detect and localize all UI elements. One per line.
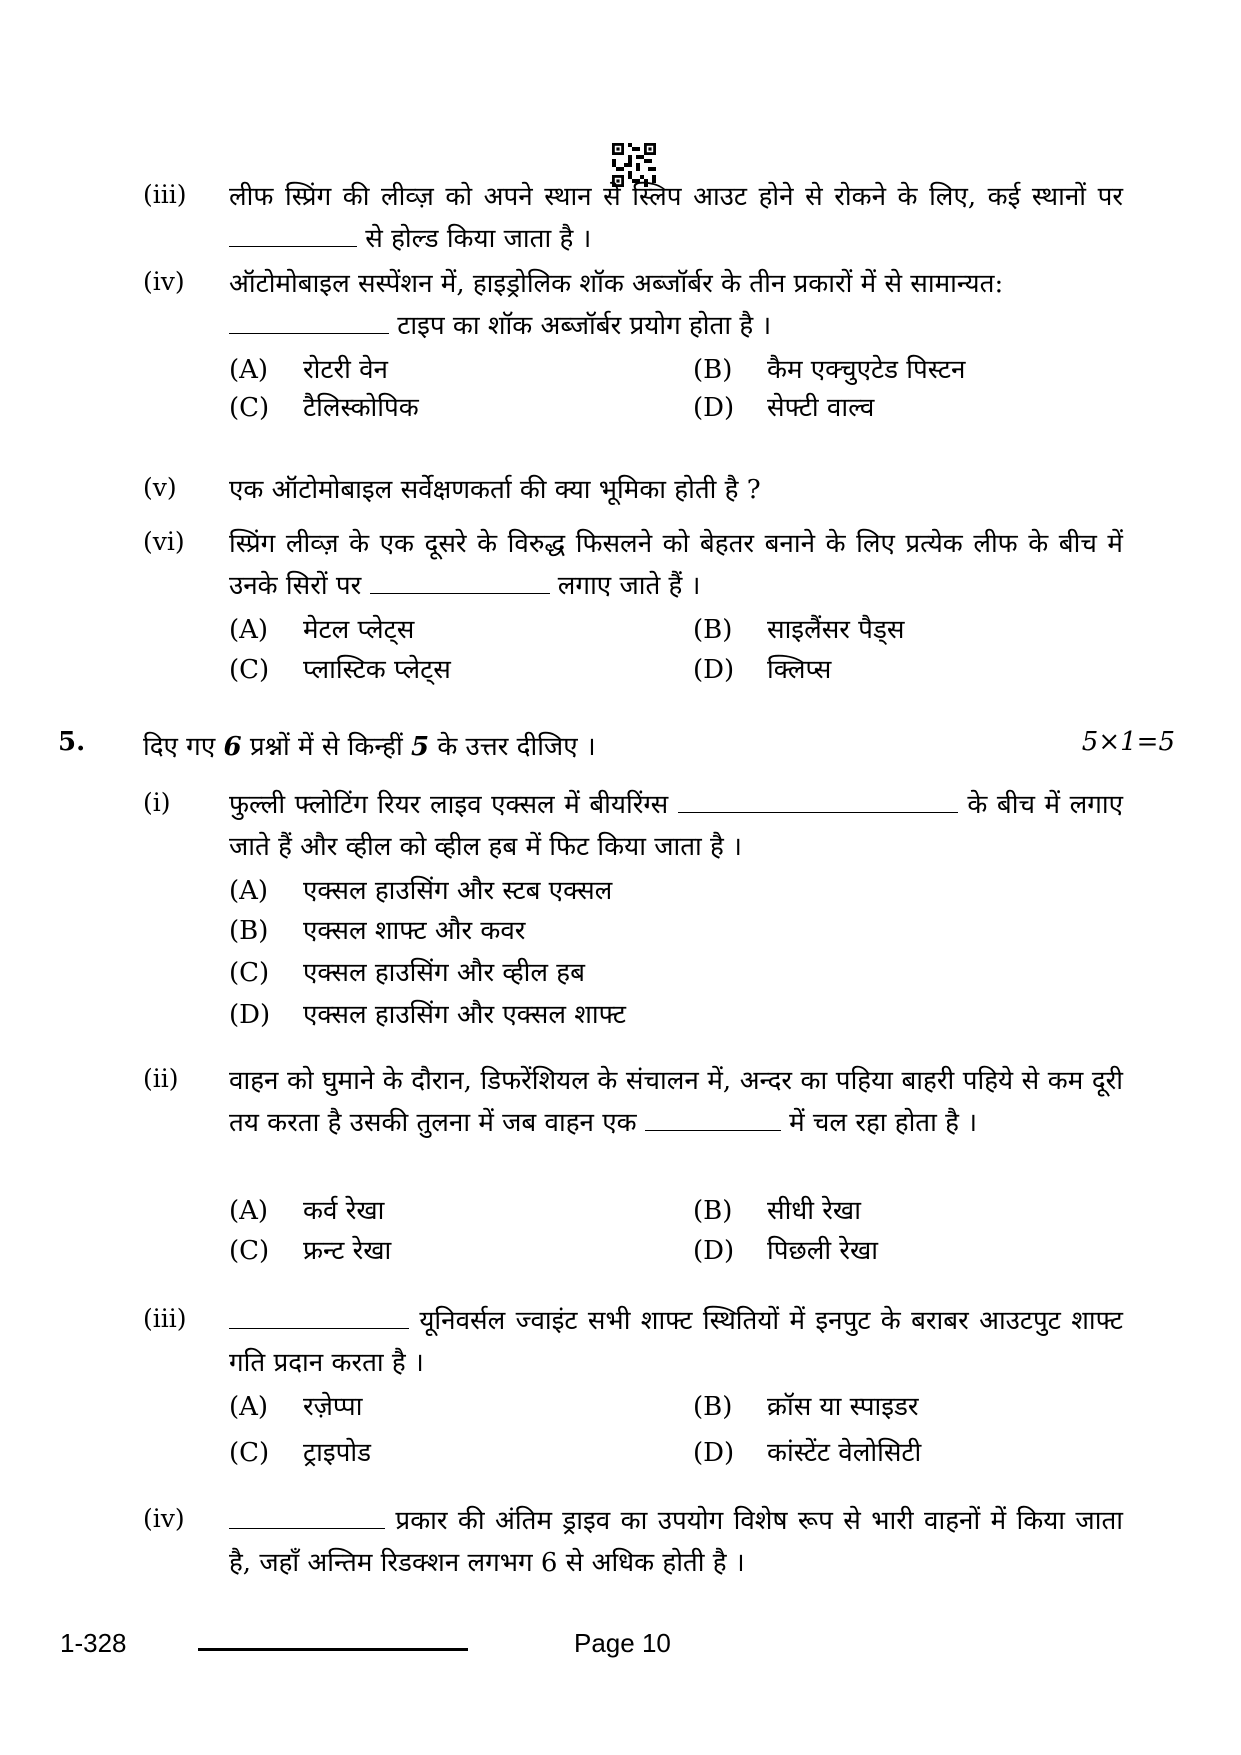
option-b: (B) कैम एक्चुएटेड पिस्टन bbox=[693, 355, 966, 385]
marks-label: 5×1=5 bbox=[1081, 727, 1175, 757]
question-text: वाहन को घुमाने के दौरान, डिफरेंशियल के संचालन में, अन्दर का पहिया बाहरी पहिये से कम दूरी तय करता है उसकी तुलना में जब वाहन एक में चल रहा होता है । bbox=[229, 1066, 1123, 1138]
option-d: (D) क्लिप्स bbox=[693, 655, 832, 685]
option-a: (A) मेटल प्लेट्स bbox=[229, 615, 415, 645]
option-b: (B) एक्सल शाफ्ट और कवर bbox=[229, 916, 526, 946]
footer-divider bbox=[198, 1648, 468, 1651]
question-number: (vi) bbox=[143, 527, 185, 556]
option-b: (B) सीधी रेखा bbox=[693, 1196, 861, 1226]
answer-blank bbox=[370, 567, 550, 594]
question-text: प्रकार की अंतिम ड्राइव का उपयोग विशेष रूप से भारी वाहनों में किया जाता है, जहाँ अन्तिम रिडक्शन लगभग 6 से अधिक होती है । bbox=[229, 1500, 1123, 1584]
option-c: (C) टैलिस्कोपिक bbox=[229, 393, 419, 423]
exam-page: (iii) लीफ स्प्रिंग की लीव्ज़ को अपने स्थान से स्लिप आउट होने से रोकने के लिए, कई स्थानों पर से होल्ड किया जाता है । (iv) ऑटोमोबाइल सस्पेंशन में, हाइड्रोलिक शॉक अब्जॉर्बर के तीन प्रकारों में से सामान्यत: टाइप का शॉक अब्जॉर्बर प्रयोग होता है । (A) रोटरी वेन (B) कैम एक्चुएटेड पिस्टन (C) टैलिस्कोपिक (D) सेफ्टी वाल्व (v) एक ऑटोमोबाइल सर्वेक्षणकर्ता की क्या भूमिका होती है ? (vi) स्प्रिंग लीव्ज़ के एक दूसरे के विरुद्ध फिसलने को बेहतर बनाने के लिए प्रत्येक लीफ के बीच में उनके सिरों पर लगाए जाते हैं । (A) मेटल प्लेट्स (B) साइलैंसर पैड्स (C) प्लास्टिक प्लेट्स (D) क्लिप्स 5. दिए गए 6 प्रश्नों में से किन्हीं 5 के उत्तर दीजिए । 5×1=5 (i) फुल्ली फ्लोटिंग रियर लाइव एक्सल में बीयरिंग्स के बीच में लगाए जाते हैं और व्हील को व्हील हब में फिट किया जाता है । (A) एक्सल हाउसिंग और स्टब एक्सल (B) एक्सल शाफ्ट और कवर (C) एक्सल हाउसिंग और व्हील हब (D) एक्सल हाउसिंग और एक्सल शाफ्ट (ii) वाहन को घुमाने के दौरान, डिफरेंशियल के संचालन में, अन्दर का पहिया बाहरी पहिये से कम दूरी तय करता है उसकी तुलना में जब वाहन एक में चल रहा होता है । (A) कर्व रेखा (B) सीधी रेखा (C) फ्रन्ट रेखा (D) पिछली रेखा (iii) यूनिवर्सल ज्वाइंट सभी शाफ्ट स्थितियों में इनपुट के बराबर आउटपुट शाफ्ट गति प्रदान करता है । (A) रज़ेप्पा (B) क्रॉस या स्पाइडर (C) ट्राइपोड (D) कांस्टेंट वेलोसिटी (iv) प्रकार की अंतिम ड्राइव का उपयोग विशेष रूप से भारी वाहनों में किया जाता है, जहाँ अन्तिम रिडक्शन लगभग 6 से अधिक होती है । 1-328 Page 10 bbox=[0, 0, 1241, 1755]
paper-code: 1-328 bbox=[60, 1628, 127, 1658]
option-d: (D) सेफ्टी वाल्व bbox=[693, 393, 875, 423]
answer-blank bbox=[645, 1104, 781, 1131]
question-number: (v) bbox=[143, 473, 177, 502]
question-text: लीफ स्प्रिंग की लीव्ज़ को अपने स्थान से स्लिप आउट होने से रोकने के लिए, कई स्थानों पर से होल्ड किया जाता है । bbox=[229, 182, 1123, 254]
question-text: एक ऑटोमोबाइल सर्वेक्षणकर्ता की क्या भूमिका होती है ? bbox=[229, 475, 761, 505]
option-c: (C) फ्रन्ट रेखा bbox=[229, 1236, 392, 1266]
question-number: (iii) bbox=[143, 180, 187, 209]
page-number: Page 10 bbox=[574, 1628, 671, 1658]
question-text: स्प्रिंग लीव्ज़ के एक दूसरे के विरुद्ध फिसलने को बेहतर बनाने के लिए प्रत्येक लीफ के बीच में उनके सिरों पर लगाए जाते हैं । bbox=[229, 529, 1123, 601]
option-d: (D) कांस्टेंट वेलोसिटी bbox=[693, 1438, 922, 1468]
question-text: यूनिवर्सल ज्वाइंट सभी शाफ्ट स्थितियों में इनपुट के बराबर आउटपुट शाफ्ट गति प्रदान करता है । bbox=[229, 1300, 1123, 1384]
option-b: (B) क्रॉस या स्पाइडर bbox=[693, 1392, 919, 1422]
answer-blank bbox=[678, 786, 958, 813]
option-d: (D) पिछली रेखा bbox=[693, 1236, 878, 1266]
option-a: (A) रोटरी वेन bbox=[229, 355, 388, 385]
question-number: (iii) bbox=[143, 1304, 187, 1333]
question-text: फुल्ली फ्लोटिंग रियर लाइव एक्सल में बीयरिंग्स के बीच में लगाए जाते हैं और व्हील को व्हील हब में फिट किया जाता है । bbox=[229, 784, 1123, 868]
option-c: (C) प्लास्टिक प्लेट्स bbox=[229, 655, 451, 685]
question-number: (ii) bbox=[143, 1064, 179, 1093]
answer-blank bbox=[229, 1302, 409, 1329]
question-text: ऑटोमोबाइल सस्पेंशन में, हाइड्रोलिक शॉक अब्जॉर्बर के तीन प्रकारों में से सामान्यत: टाइप का शॉक अब्जॉर्बर प्रयोग होता है । bbox=[229, 269, 1004, 341]
question-number: (iv) bbox=[143, 267, 185, 296]
option-d: (D) एक्सल हाउसिंग और एक्सल शाफ्ट bbox=[229, 1000, 626, 1030]
option-a: (A) रज़ेप्पा bbox=[229, 1392, 363, 1422]
answer-blank bbox=[229, 1502, 385, 1529]
answer-blank bbox=[229, 220, 357, 247]
option-c: (C) ट्राइपोड bbox=[229, 1438, 372, 1468]
question-number: (i) bbox=[143, 788, 171, 817]
answer-blank bbox=[229, 307, 389, 334]
option-c: (C) एक्सल हाउसिंग और व्हील हब bbox=[229, 958, 585, 988]
option-b: (B) साइलैंसर पैड्स bbox=[693, 615, 905, 645]
option-a: (A) कर्व रेखा bbox=[229, 1196, 385, 1226]
question-number: (iv) bbox=[143, 1504, 185, 1533]
option-a: (A) एक्सल हाउसिंग और स्टब एक्सल bbox=[229, 876, 613, 906]
